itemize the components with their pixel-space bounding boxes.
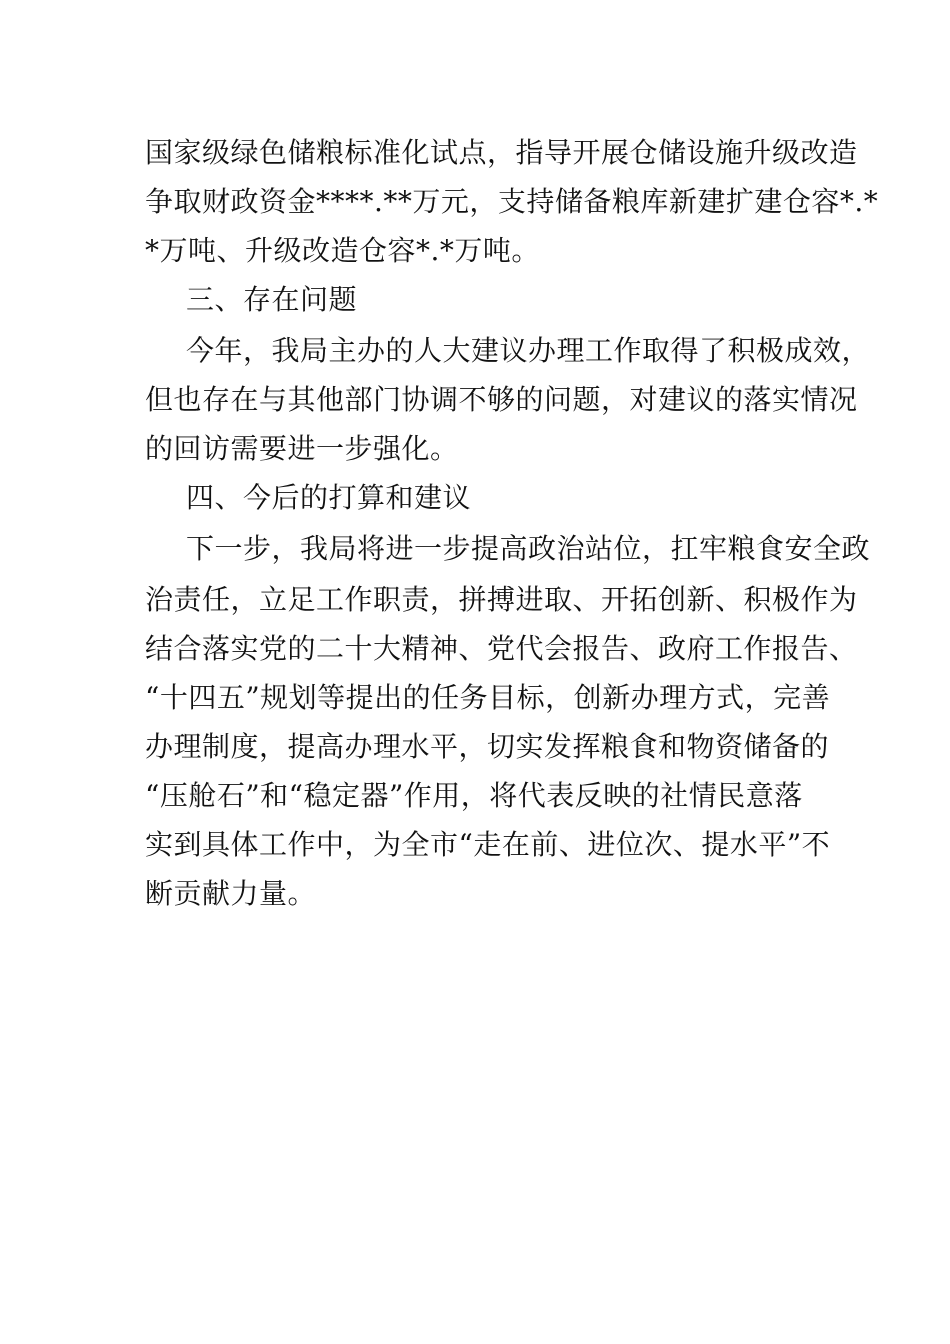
section-heading-problems: 三、存在问题 (186, 283, 358, 316)
paragraph-line: 争取财政资金****.**万元，支持储备粮库新建扩建仓容*.* (145, 185, 879, 218)
paragraph-line: 结合落实党的二十大精神、党代会报告、政府工作报告、 (145, 632, 858, 665)
paragraph-line: 治责任，立足工作职责，拼搏进取、开拓创新、积极作为 (145, 583, 858, 616)
paragraph-line: 今年，我局主办的人大建议办理工作取得了积极成效， (186, 334, 871, 367)
paragraph-line: 办理制度，提高办理水平，切实发挥粮食和物资储备的 (145, 730, 830, 763)
paragraph-line: 的回访需要进一步强化。 (145, 432, 459, 465)
paragraph-line: 国家级绿色储粮标准化试点，指导开展仓储设施升级改造 (145, 136, 858, 169)
paragraph-line: 断贡献力量。 (145, 877, 317, 910)
paragraph-line: 但也存在与其他部门协调不够的问题，对建议的落实情况 (145, 383, 858, 416)
paragraph-line: 下一步，我局将进一步提高政治站位，扛牢粮食安全政 (186, 532, 871, 565)
section-heading-plans: 四、今后的打算和建议 (186, 481, 472, 514)
paragraph-line: *万吨、升级改造仓容*.*万吨。 (145, 234, 540, 267)
paragraph-line: “十四五”规划等提出的任务目标，创新办理方式，完善 (145, 681, 831, 714)
paragraph-line: “压舱石”和“稳定器”作用，将代表反映的社情民意落 (145, 779, 803, 812)
paragraph-line: 实到具体工作中，为全市“走在前、进位次、提水平”不 (145, 828, 831, 861)
